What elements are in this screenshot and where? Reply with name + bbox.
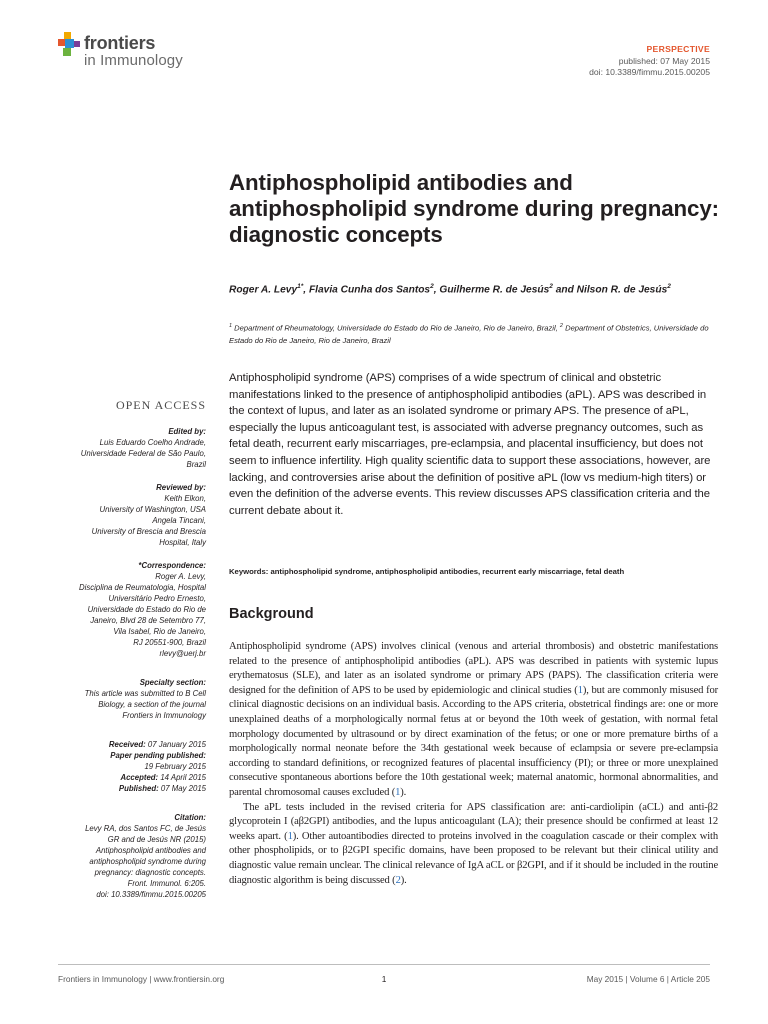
correspondence-line: Roger A. Levy, xyxy=(155,572,206,581)
affiliation-number: 2 xyxy=(559,323,563,329)
author-separator: , xyxy=(433,284,440,296)
affiliation-text: Department of Obstetrics, Universidade do Estado do Rio de Janeiro, Rio de Janeiro, Brazil xyxy=(229,323,709,345)
article-meta xyxy=(589,44,710,79)
abstract: Antiphospholipid syndrome (APS) comprises of a wide spectrum of clinical and obstetric manifestations linked to the presence of antiphospholipid antibodies (aPL). APS was described in the context of lupus, and later as an isolated syndrome or primary APS. The presence of aPL, especially the lupus anticoagulant test, is associated with adverse pregnancy outcomes, such as fetal death, recurrent early miscarriages, pre-eclampsia, and placental insufficiency, but does not seem to influence infertility. High quality scientific data to support these associations, however, are lacking, and controversies arise about the definition of positive aPL (low vs medium-high titers) or even the definition of the adverse events. This review discusses APS classification criteria and the current debate about it. xyxy=(229,372,711,517)
section-heading-background: Background xyxy=(229,606,314,622)
body-paragraph-2 xyxy=(229,801,718,889)
citation-line: Front. Immunol. 6:205. xyxy=(127,879,206,888)
edited-by-label: Edited by: xyxy=(168,427,206,436)
author-separator: , xyxy=(303,284,309,296)
corresponding-mark: * xyxy=(300,283,304,290)
reference-link[interactable]: 1 xyxy=(395,786,401,798)
reviewer-line: Angela Tincani, xyxy=(152,516,206,525)
published-date-sidebar: Published: 07 May 2015 xyxy=(118,784,206,793)
body-text-run: ). xyxy=(400,786,407,798)
keywords xyxy=(229,567,719,576)
affiliation-text: Department of Rheumatology, Universidade do Estado do Rio de Janeiro, Rio de Janeiro, Brazil, xyxy=(232,323,560,333)
author-name: Nilson R. de Jesús xyxy=(576,284,668,296)
body-text-run: ). xyxy=(400,874,407,886)
author-affil-number: 2 xyxy=(430,283,434,290)
correspondence-line: Universidade do Estado do Rio de xyxy=(87,605,206,614)
article-doi[interactable]: doi: 10.3389/fimmu.2015.00205 xyxy=(589,67,710,77)
citation-line: pregnancy: diagnostic concepts. xyxy=(94,868,206,877)
reviewed-by xyxy=(46,493,206,548)
author-affil-number: 2 xyxy=(549,283,553,290)
pending-label: Paper pending published: xyxy=(110,751,206,760)
correspondence-line: RJ 20551-900, Brazil xyxy=(133,638,206,647)
author-separator: and xyxy=(552,284,577,296)
citation-line: antiphospholipid syndrome during xyxy=(89,857,206,866)
pending-date: 19 February 2015 xyxy=(144,762,206,771)
received-date: Received: 07 January 2015 xyxy=(108,740,206,749)
author-name: Guilherme R. de Jesús xyxy=(439,284,550,296)
footer-journal[interactable]: Frontiers in Immunology | www.frontiersin.org xyxy=(58,974,225,984)
article-type: PERSPECTIVE xyxy=(646,44,710,54)
accepted-date: Accepted: 14 April 2015 xyxy=(120,773,206,782)
citation-label: Citation: xyxy=(174,813,206,822)
correspondence-line: Janeiro, Blvd 28 de Setembro 77, xyxy=(90,616,206,625)
citation-line: doi: 10.3389/fimmu.2015.00205 xyxy=(96,890,206,899)
correspondence xyxy=(46,571,206,659)
published-date: published: 07 May 2015 xyxy=(618,55,710,66)
author-name: Roger A. Levy xyxy=(229,284,298,296)
specialty-line: This article was submitted to B Cell xyxy=(84,689,206,698)
edited-by xyxy=(46,437,206,470)
editor-line: Universidade Federal de São Paulo, xyxy=(80,449,206,458)
article-sidebar xyxy=(46,398,206,900)
reference-link[interactable]: 1 xyxy=(577,684,583,696)
footer-issue: May 2015 | Volume 6 | Article 205 xyxy=(586,974,710,984)
reviewer-line: University of Brescia and Brescia xyxy=(91,527,206,536)
open-access-label: OPEN ACCESS xyxy=(115,398,206,412)
editor-line: Luis Eduardo Coelho Andrade, xyxy=(99,438,206,447)
journal-logo xyxy=(58,32,228,80)
specialty-line: Frontiers in Immunology xyxy=(122,711,206,720)
keywords-label: Keywords: xyxy=(229,567,269,576)
body-text xyxy=(229,640,718,888)
citation-line: Antiphospholipid antibodies and xyxy=(95,846,206,855)
author-name: Flavia Cunha dos Santos xyxy=(308,284,431,296)
specialty-section xyxy=(46,688,206,721)
author-list xyxy=(229,279,709,297)
affiliations xyxy=(229,320,719,347)
page-number: 1 xyxy=(381,974,387,984)
reviewed-by-label: Reviewed by: xyxy=(156,483,206,492)
logo-journal: in Immunology xyxy=(84,52,183,69)
footer-divider xyxy=(58,964,710,965)
editor-line: Brazil xyxy=(186,460,206,469)
affiliation-number: 1 xyxy=(229,323,233,329)
specialty-section-label: Specialty section: xyxy=(139,678,206,687)
body-text-run: ). Other autoantibodies directed to proteins involved in the coagulation cascade or their complex with other phospholipids, or to β2GPI specific domains, have been proposed to be relevant but their clinical utility and diagnostic value remain unclear. The clinical relevance of IgA aCL or β2GPI, and if it should be included in the routine diagnostic algorithm is being discussed ( xyxy=(229,830,718,886)
body-text-run: Antiphospholipid syndrome (APS) involves clinical (venous and arterial thrombosis) and obstetric manifestations related to the presence of antiphospholipid antibodies (aPL). APS was described in patients with systemic lupus erythematosus (SLE), and later as an isolated syndrome or primary APS (PAPS). The classification criteria were designed for the definition of APS to be used by epidemiologic and clinical studies ( xyxy=(229,641,718,696)
body-paragraph-1 xyxy=(229,640,718,801)
correspondence-line: Universitário Pedro Ernesto, xyxy=(108,594,206,603)
body-text-run: ), but are commonly misused for clinical diagnostic decisions on an individual basis. According to the APS criteria, obstetrical findings are: one or more unexplained deaths of a morphologically normal fetus at or beyond the 10th week of gestation, with normal fetal morphology documented by ultrasound or by direct examination of the fetus; or one or more premature births of a morphologically normal neonate before the 34th gestational week because of eclampsia or severe pre-eclampsia according to standard definitions, or recognized features of placental insufficiency (PI); or three or more unexplained consecutive spontaneous abortions before the 10th gestational week; maternal anatomic, hormonal abnormalities, and parental chromosomal causes excluded ( xyxy=(229,684,718,798)
body-text-run: The aPL tests included in the revised criteria for APS classification are: anti-cardiolipin (aCL) and anti-β2 glycoprotein I (aβ2GPI) antibodies, and the lupus anticoagulant (LA); their presence should be confirmed at least 12 weeks apart. ( xyxy=(229,801,718,842)
keywords-list: antiphospholipid syndrome, antiphospholipid antibodies, recurrent early miscarriage, fetal death xyxy=(270,567,625,576)
author-affil-number: 1 xyxy=(297,283,301,290)
reviewer-line: University of Washington, USA xyxy=(99,505,206,514)
reference-link[interactable]: 1 xyxy=(287,830,293,842)
citation-line: Levy RA, dos Santos FC, de Jesús xyxy=(85,824,206,833)
citation-line: GR and de Jesús NR (2015) xyxy=(107,835,206,844)
reference-link[interactable]: 2 xyxy=(395,874,401,886)
frontiers-logo-icon xyxy=(58,32,82,56)
citation xyxy=(46,823,206,900)
correspondence-line: Vila Isabel, Rio de Janeiro, xyxy=(113,627,206,636)
correspondence-line: Disciplina de Reumatologia, Hospital xyxy=(79,583,206,592)
reviewer-line: Keith Elkon, xyxy=(164,494,206,503)
article-title: Antiphospholipid antibodies and antiphospholipid syndrome during pregnancy: diagnostic concepts xyxy=(229,170,719,247)
logo-brand: frontiers xyxy=(84,33,156,53)
correspondence-line: rlevy@uerj.br xyxy=(159,649,206,658)
reviewer-line: Hospital, Italy xyxy=(159,538,206,547)
specialty-line: Biology, a section of the journal xyxy=(98,700,206,709)
correspondence-label: *Correspondence: xyxy=(138,561,206,570)
author-affil-number: 2 xyxy=(667,283,671,290)
